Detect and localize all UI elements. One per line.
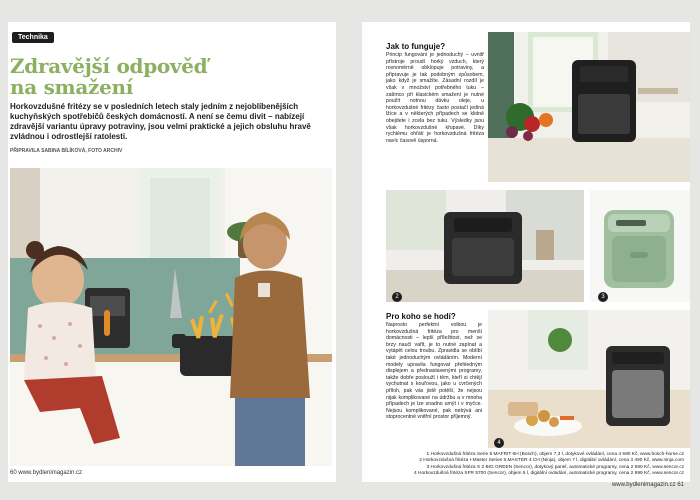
- page-folio-left: 60 www.bydlenimagazin.cz: [10, 470, 83, 476]
- headline-line-2: na smažení: [10, 75, 134, 99]
- product-captions: [366, 452, 684, 478]
- caption-3: 3 Horkovzdušná fritéza S 2 BIG GREEN (Sencor), dotykový panel, automatické programy, cena 2 590 Kč, www.sencor.cz: [426, 464, 684, 470]
- photo-airfryer-2: [386, 190, 584, 302]
- right-page: [362, 22, 690, 488]
- page-folio-right: www.bydlenimagazin.cz 61: [611, 482, 684, 488]
- headline-line-1: Zdravější odpověď: [10, 54, 208, 78]
- caption-1: 1 Horkovzdušná fritéza Serie 6 MAFRIT 6H (Bosch), objem 7,3 l, dotykové ovládání, cena 4 590 Kč, www.bosch-home.cz: [426, 452, 684, 457]
- caption-2: 2 Horkovzdušná fritéza I-Master Series 5 MASTER 4 CH (Ninja), objem 7 l, digitální ovládání, cena 3 490 Kč, www.ninja.com: [419, 458, 684, 464]
- photo-number-2: 2: [392, 292, 402, 302]
- section-body-who-is-it-for: Naprosto perfektní volbou je horkovzdušná fritéza pro menší domácnosti – lepší příležitost, než se brzy naučí vařit, je to nutné zapínat a vytápět celou troubu. Zpravidla se oblíbí také jednoduchým ovládáním. Moderní modely upravila fungovat přehledným displejem a přednastavenými programy, takže dobře poslouží i těm, kteří si chtějí vychutnat s kouřovou, jako u cvrčených příloh, pak vás jistě potěší, že nejsou nijak komplikované na údržbu a v mnoha případech je lze snadno umýt i v myčce. Nejsou komplikované, pak nebývá ani stoprocentně vnitřní prostor příjemný.: [386, 322, 482, 421]
- headline: [10, 56, 207, 98]
- photo-number-3: 3: [598, 292, 608, 302]
- byline: PŘIPRAVILA SABINA BÍLÍKOVÁ, FOTO ARCHIV: [10, 148, 123, 154]
- left-page: [8, 22, 336, 482]
- section-tag: Technika: [12, 32, 54, 43]
- photo-airfryer-4: [488, 310, 690, 448]
- photo-airfryer-1: [488, 32, 690, 182]
- caption-4: 4 Horkovzdušná fritéza SFR 5700 (Sencor), objem 5 l, digitální ovládání, automatické programy, cena 2 999 Kč, www.sencor.cz: [414, 471, 684, 477]
- photo-airfryer-3: [590, 190, 690, 302]
- photo-number-4: 4: [494, 438, 504, 448]
- lead-paragraph: Horkovzdušné fritézy se v posledních letech staly jedním z nejoblíbenějších kuchyňských spotřebičů českých domácností. A není se čemu divit – nabízejí zdravější variantu úpravy potraviny, jsou velmi praktické a jejich obsluhu hravě zvládnou i odrostlejší ratolesti.: [10, 102, 311, 141]
- section-heading-who-is-it-for: Pro koho se hodí?: [386, 312, 456, 321]
- section-body-how-it-works: Princip fungování je jednoduchý – uvnitř přístroje proudí horký vzduch, který rovnoměrně obklopuje potraviny, a připravuje je tak podobným způsobem, jako když je smažíte. Zásadní rozdíl je však v množství potřebného tuku – zatímco při klasickém smažení je nutné použít notnou dávku oleje, u horkovzdušné fritézy často postačí jediná lžíce a v některých případech se klidně obejdete i zcela bez tuku. Výsledky jsou však horkovzdušné křupavé. Díky rychlému ohřátí je horkovzdušná fritéza navíc časově úsporná.: [386, 52, 484, 144]
- main-photo-kitchen-family: [10, 168, 332, 466]
- section-heading-how-it-works: Jak to funguje?: [386, 42, 446, 51]
- kitchen-scene-illustration: [10, 168, 332, 466]
